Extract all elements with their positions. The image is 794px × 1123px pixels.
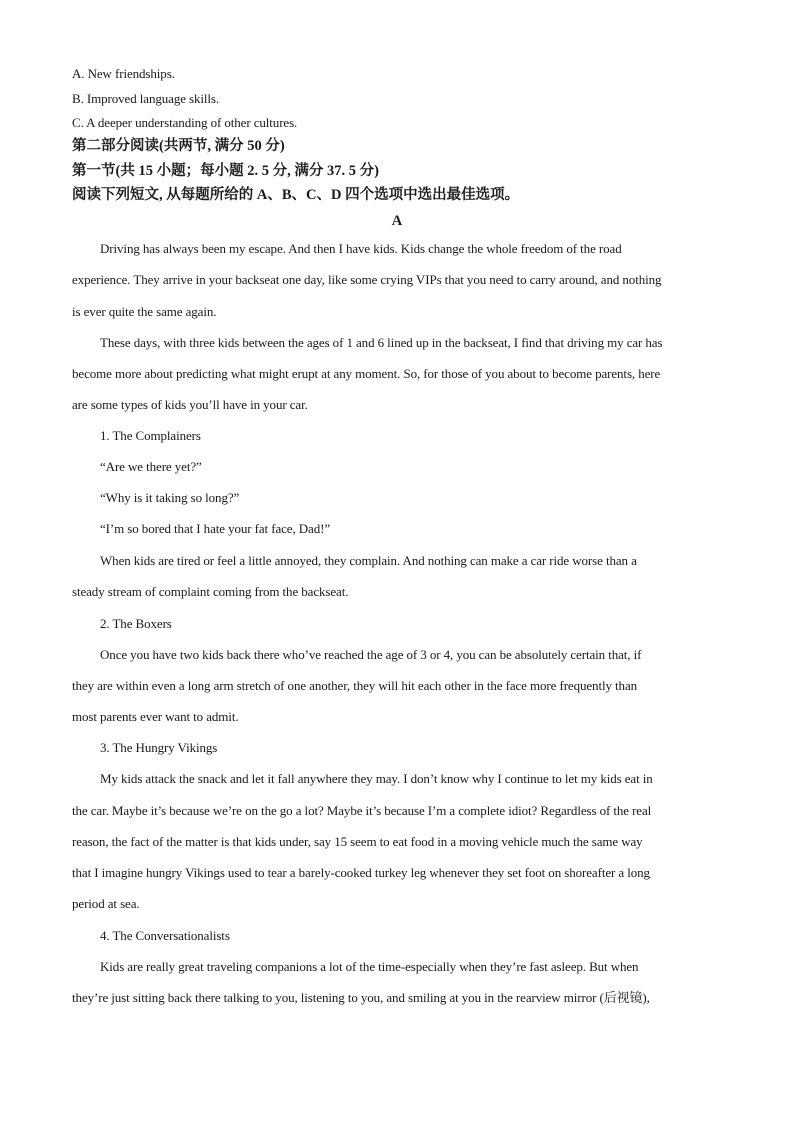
passage-line: is ever quite the same again. (72, 304, 217, 319)
passage-label: A (391, 213, 403, 229)
section-heading: 3. The Hungry Vikings (100, 740, 218, 755)
passage-line: These days, with three kids between the ages of 1 and 6 lined up in the backseat, I find that driving my car has (100, 335, 663, 350)
passage-line: they are within even a long arm stretch of one another, they will hit each other in the face more frequently than (72, 678, 638, 693)
passage-line: “I’m so bored that I hate your fat face, Dad!” (100, 521, 331, 536)
option-b: B. Improved language skills. (72, 91, 220, 106)
section-heading: 2. The Boxers (100, 616, 172, 631)
passage-line: experience. They arrive in your backseat one day, like some crying VIPs that you need to carry around, and nothing (72, 272, 662, 287)
passage-line: most parents ever want to admit. (72, 709, 239, 724)
passage-line: Driving has always been my escape. And then I have kids. Kids change the whole freedom of the road (100, 241, 622, 256)
passage-line: “Why is it taking so long?” (100, 490, 240, 505)
section-heading: 4. The Conversationalists (100, 928, 230, 943)
passage-line: steady stream of complaint coming from the backseat. (72, 584, 349, 599)
instruction: 阅读下列短文, 从每题所给的 A、B、C、D 四个选项中选出最佳选项。 (72, 187, 520, 203)
option-c: C. A deeper understanding of other cultures. (72, 115, 298, 130)
option-a: A. New friendships. (72, 66, 175, 81)
passage-line: that I imagine hungry Vikings used to tear a barely-cooked turkey leg whenever they set foot on shoreafter a long (72, 865, 650, 880)
passage-line: My kids attack the snack and let it fall anywhere they may. I don’t know why I continue to let my kids eat in (100, 771, 653, 786)
passage-line: the car. Maybe it’s because we’re on the go a lot? Maybe it’s because I’m a complete idiot? Regardless of the real (72, 803, 652, 818)
part-title: 第二部分阅读(共两节, 满分 50 分) (72, 138, 285, 154)
passage-line: are some types of kids you’ll have in your car. (72, 397, 308, 412)
passage-line: they’re just sitting back there talking to you, listening to you, and smiling at you in the rearview mirror (后视镜), (72, 990, 650, 1005)
passage-line: period at sea. (72, 896, 140, 911)
passage-line: “Are we there yet?” (100, 459, 202, 474)
subsection-title: 第一节(共 15 小题；每小题 2. 5 分, 满分 37. 5 分) (72, 163, 379, 179)
passage-line: become more about predicting what might erupt at any moment. So, for those of you about to become parents, here (72, 366, 661, 381)
passage-line: When kids are tired or feel a little annoyed, they complain. And nothing can make a car ride worse than a (100, 553, 637, 568)
passage-line: Kids are really great traveling companions a lot of the time-especially when they’re fast asleep. But when (100, 959, 639, 974)
passage-line: reason, the fact of the matter is that kids under, say 15 seem to eat food in a moving vehicle much the same way (72, 834, 643, 849)
passage-line: Once you have two kids back there who’ve reached the age of 3 or 4, you can be absolutely certain that, if (100, 647, 642, 662)
section-heading: 1. The Complainers (100, 428, 201, 443)
